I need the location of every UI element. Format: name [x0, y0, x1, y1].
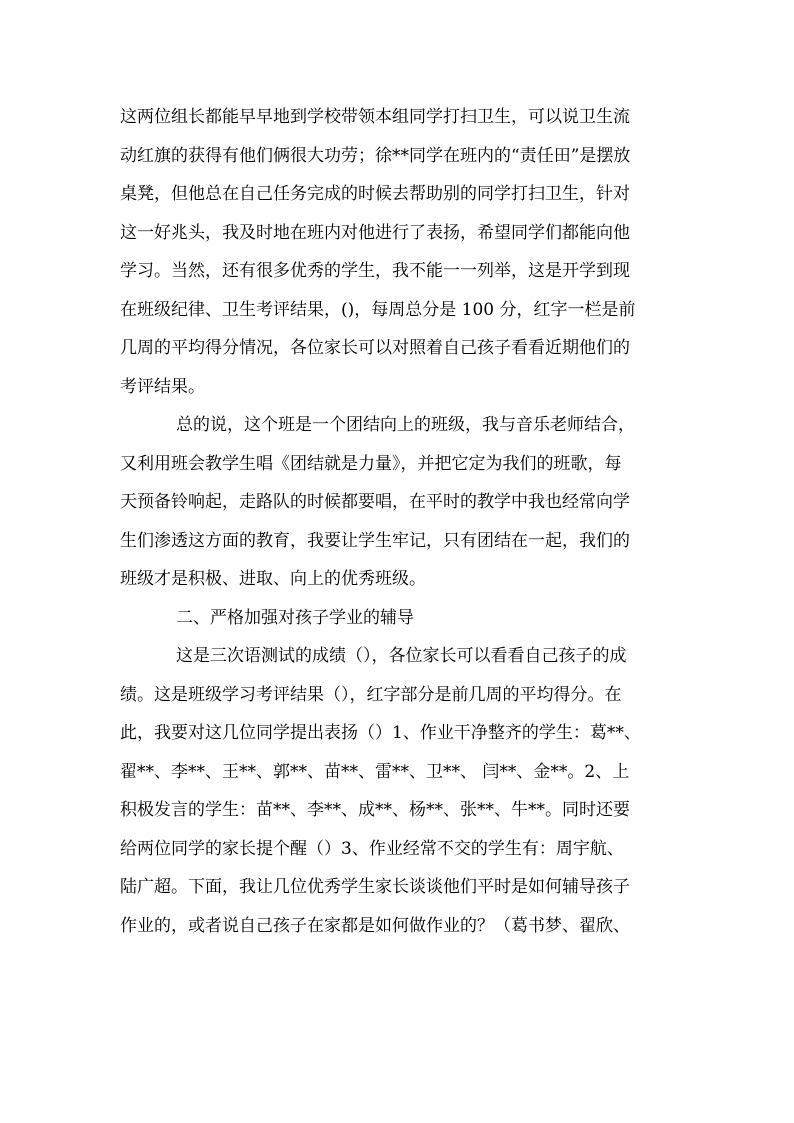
body-text — [120, 98, 680, 945]
text-line: 桌凳，但他总在自己任务完成的时候去帮助别的同学打扫卫生，针对 — [120, 184, 630, 204]
text-line: 生们渗透这方面的教育，我要让学生牢记，只有团结在一起，我们的 — [120, 530, 630, 551]
text-line: 这一好兆头，我及时地在班内对他进行了表扬，希望同学们都能向他 — [120, 222, 630, 243]
text-line: 这两位组长都能早早地到学校带领本组同学打扫卫生，可以说卫生流 — [120, 107, 630, 127]
section-heading: 二、严格加强对孩子学业的辅导 — [176, 607, 414, 628]
paragraph-start-line: 总的说，这个班是一个团结向上的班级，我与音乐老师结合， — [176, 415, 635, 435]
text-line: 作业的，或者说自己孩子在家都是如何做作业的？（葛书梦、翟欣、 — [120, 915, 630, 936]
text-line: 动红旗的获得有他们俩很大功劳；徐**同学在班内的“责任田”是摆放 — [120, 145, 631, 166]
text-line: 又利用班会教学生唱《团结就是力量》，并把它定为我们的班歌，每 — [120, 453, 622, 474]
text-line: 翟**、李**、王**、郭**、苗**、雷**、卫**、 闫**、金**。2、上 — [120, 761, 630, 782]
text-line: 在班级纪律、卫生考评结果，()，每周总分是 100 分，红字一栏是前 — [120, 299, 636, 320]
paragraph-start-line: 这是三次语测试的成绩（），各位家长可以看看自己孩子的成 — [176, 646, 627, 666]
text-line: 几周的平均得分情况，各位家长可以对照着自己孩子看看近期他们的 — [120, 338, 630, 358]
text-line: 给两位同学的家长提个醒（）3、作业经常不交的学生有：周宇航、 — [120, 838, 624, 859]
text-line: 此，我要对这几位同学提出表扬（）1、作业干净整齐的学生：葛**、 — [120, 723, 641, 743]
text-line: 陆广超。下面，我让几位优秀学生家长谈谈他们平时是如何辅导孩子 — [120, 877, 630, 897]
text-line: 积极发言的学生：苗**、李**、成**、杨**、张**、牛**。同时还要 — [120, 800, 630, 820]
text-line: 班级才是积极、进取、向上的优秀班级。 — [120, 569, 426, 589]
text-line: 考评结果。 — [120, 376, 205, 397]
text-line: 绩。这是班级学习考评结果（），红字部分是前几周的平均得分。在 — [120, 684, 622, 705]
text-line: 天预备铃响起，走路队的时候都要唱，在平时的教学中我也经常向学 — [120, 492, 630, 512]
text-line: 学习。当然，还有很多优秀的学生，我不能一一列举，这是开学到现 — [120, 261, 630, 281]
